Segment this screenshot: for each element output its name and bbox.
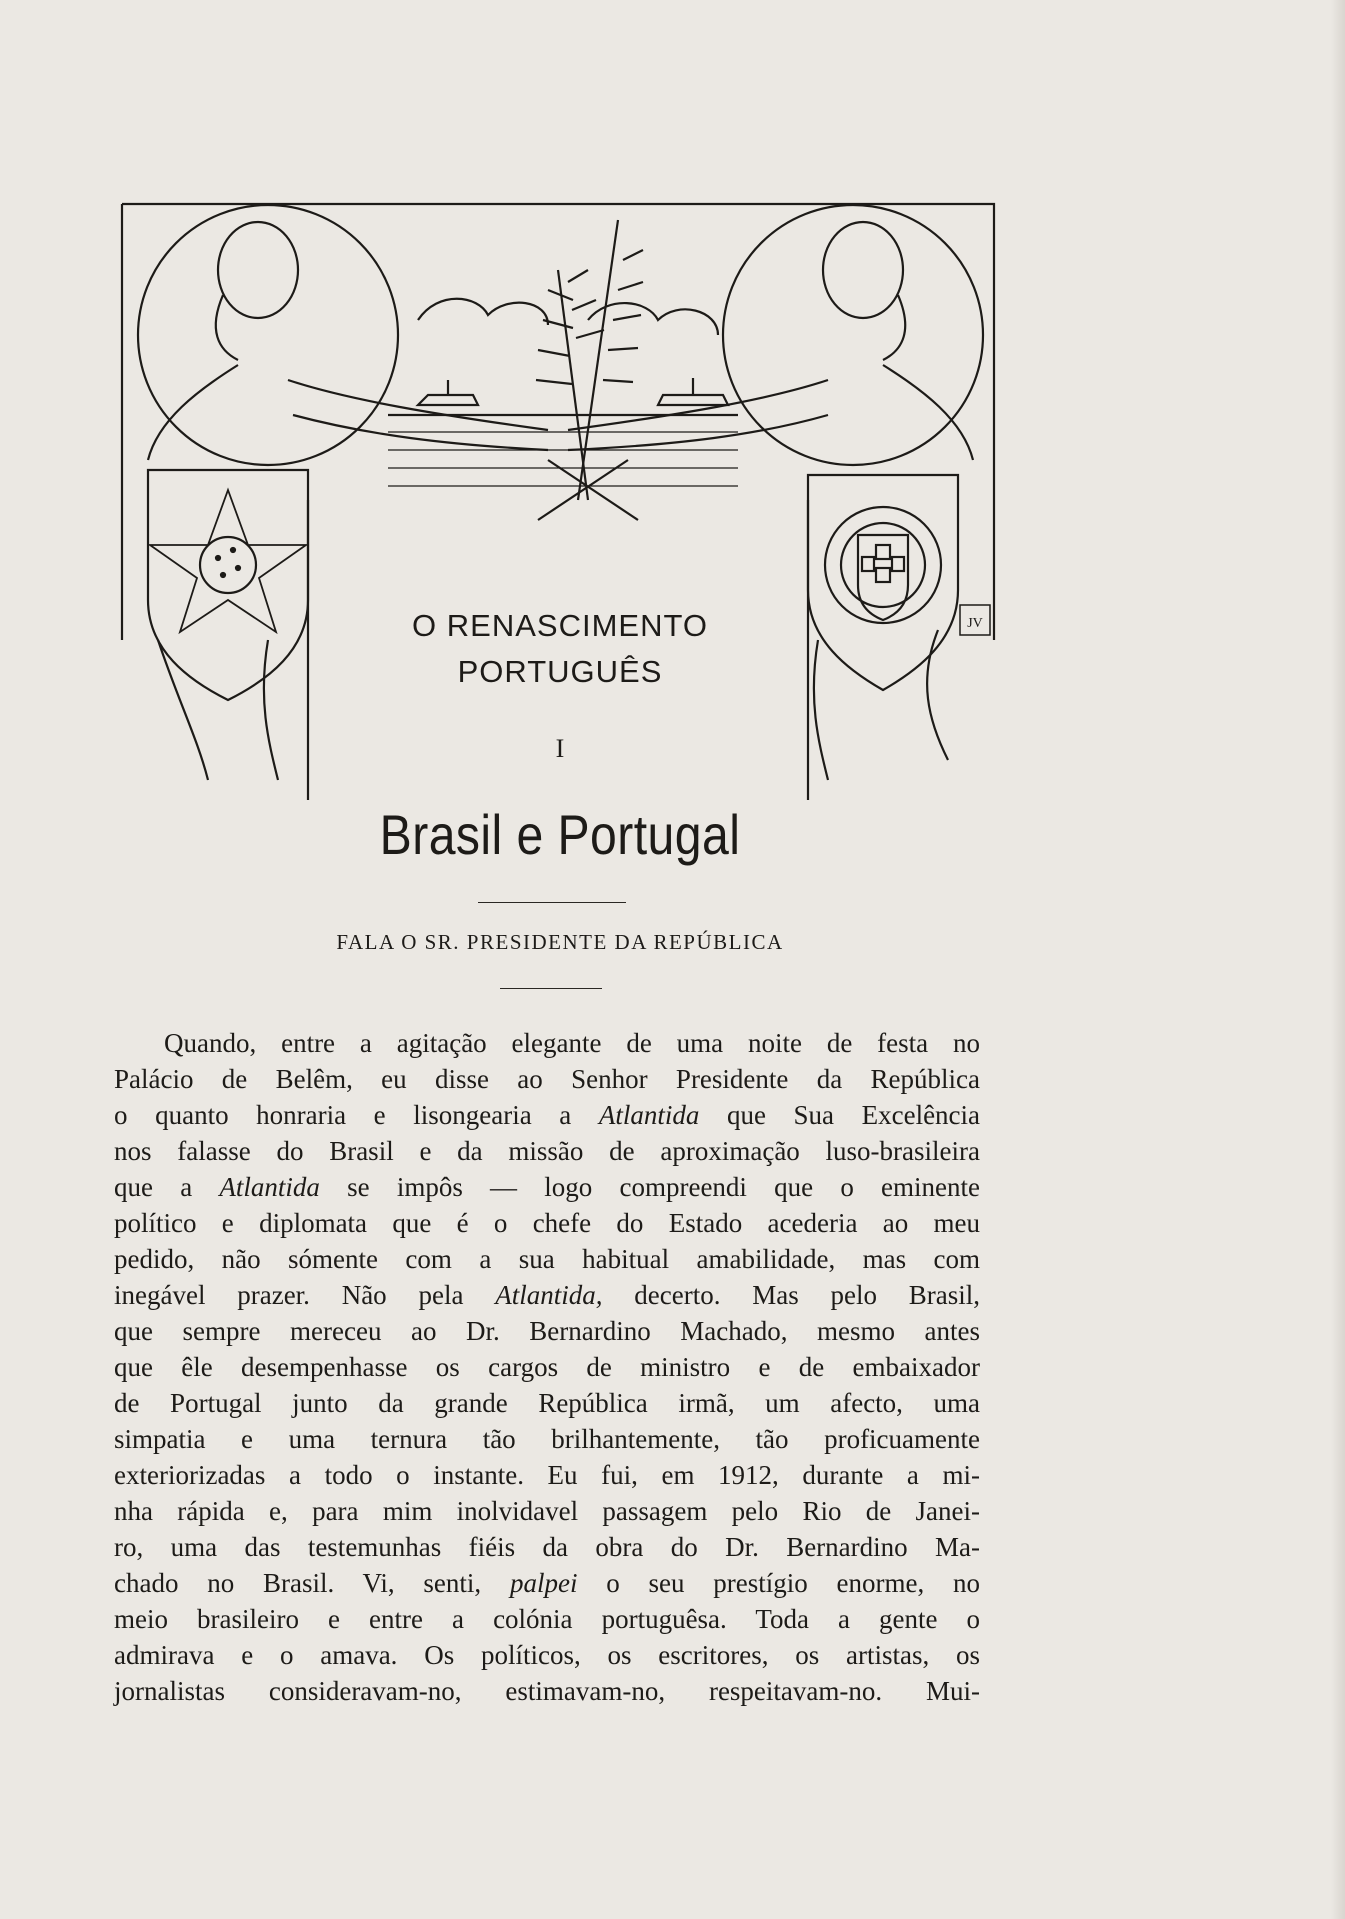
body-line: ro, uma das testemunhas fiéis da obra do Dr. Bernardino Ma- xyxy=(114,1532,980,1562)
divider-top xyxy=(478,902,626,903)
book-title-line1: O RENASCIMENTO xyxy=(412,608,708,643)
page-edge xyxy=(1331,0,1345,1919)
body-line: chado no Brasil. Vi, senti, palpei o seu prestígio enorme, no xyxy=(114,1568,980,1598)
body-line: que sempre mereceu ao Dr. Bernardino Machado, mesmo antes xyxy=(114,1316,980,1346)
left-medallion-circle xyxy=(138,205,398,465)
body-line: Quando, entre a agitação elegante de uma noite de festa no xyxy=(164,1028,980,1058)
body-line: nos falasse do Brasil e da missão de aproximação luso-brasileira xyxy=(114,1136,980,1166)
body-line: Palácio de Belêm, eu disse ao Senhor Presidente da República xyxy=(114,1064,980,1094)
body-line: político e diplomata que é o chefe do Estado acederia ao meu xyxy=(114,1208,980,1238)
body-line: admirava e o amava. Os políticos, os escritores, os artistas, os xyxy=(114,1640,980,1670)
part-number: I xyxy=(555,734,565,763)
body-line: de Portugal junto da grande República irmã, um afecto, uma xyxy=(114,1388,980,1418)
body-line: que a Atlantida se impôs — logo compreendi que o eminente xyxy=(114,1172,981,1202)
body-line: pedido, não sómente com a sua habitual amabilidade, mas com xyxy=(114,1244,980,1274)
divider-bottom xyxy=(500,988,602,989)
body-line: jornalistas consideravam-no, estimavam-no, respeitavam-no. Mui- xyxy=(114,1676,980,1706)
header-illustration xyxy=(118,200,998,810)
body-line: nha rápida e, para mim inolvidavel passagem pelo Rio de Janei- xyxy=(114,1496,980,1526)
book-title-line2: PORTUGUÊS xyxy=(457,654,663,689)
subheading: FALA O SR. PRESIDENTE DA REPÚBLICA xyxy=(336,930,784,954)
body-text xyxy=(114,1025,980,1709)
body-line: inegável prazer. Não pela Atlantida, decerto. Mas pelo Brasil, xyxy=(114,1280,980,1310)
body-line: exteriorizadas a todo o instante. Eu fui, em 1912, durante a mi- xyxy=(114,1460,980,1490)
branch-stem-right xyxy=(578,220,618,500)
body-line: o quanto honraria e lisongearia a Atlantida que Sua Excelência xyxy=(114,1100,981,1130)
body-line: meio brasileiro e entre a colónia portuguêsa. Toda a gente o xyxy=(114,1604,980,1634)
right-medallion-circle xyxy=(723,205,983,465)
artist-monogram: JV xyxy=(967,616,983,631)
body-line: que êle desempenhasse os cargos de ministro e de embaixador xyxy=(114,1352,980,1382)
chapter-title: Brasil e Portugal xyxy=(379,803,741,866)
body-line: simpatia e uma ternura tão brilhantemente, tão proficuamente xyxy=(114,1424,980,1454)
